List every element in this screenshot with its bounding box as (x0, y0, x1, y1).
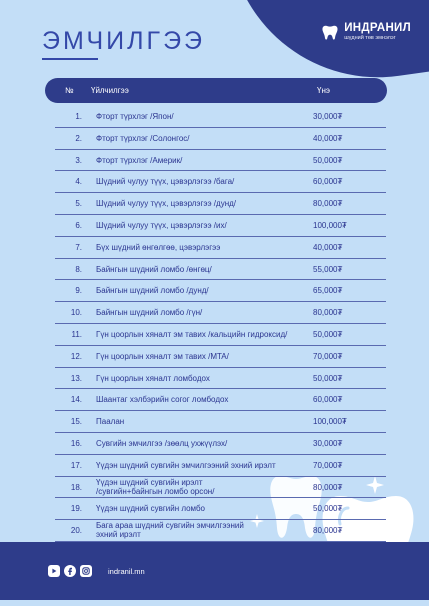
row-number: 3. (75, 155, 82, 165)
row-service (96, 112, 306, 121)
row-price: 50,000₮ (313, 504, 343, 514)
row-service (96, 308, 306, 317)
service-line: Байнгын шүдний ломбо /дунд/ (96, 286, 209, 296)
instagram-icon[interactable] (80, 565, 92, 577)
row-service (96, 374, 306, 383)
service-line: Бүх шүдний өнгөлгөө, цэвэрлэгээ (96, 242, 221, 252)
table-row (55, 128, 386, 150)
row-service (96, 286, 306, 295)
brand-tagline: шүдний төв эмнэлэг (344, 35, 396, 41)
service-line: Гүн цоорлын хяналт эм тавих /кальцийн гидроксид/ (96, 329, 288, 339)
row-price: 70,000₮ (313, 351, 343, 361)
row-price: 80,000₮ (313, 526, 343, 536)
youtube-icon[interactable] (48, 565, 60, 577)
facebook-icon[interactable] (64, 565, 76, 577)
row-service (96, 330, 306, 339)
row-number: 14. (70, 395, 82, 405)
service-line: Байнгын шүдний ломбо /гүн/ (96, 308, 203, 318)
table-row (55, 171, 386, 193)
service-line: Фторт түрхлэг /Япон/ (96, 112, 174, 121)
price-table (55, 106, 386, 564)
row-service (96, 243, 306, 252)
row-price: 30,000₮ (313, 112, 343, 121)
row-number: 5. (75, 199, 82, 209)
service-line: Гүн цоорлын хяналт ломбодох (96, 373, 210, 383)
row-price: 80,000₮ (313, 482, 343, 492)
row-price: 80,000₮ (313, 199, 343, 209)
service-line: Бага араа шүдний сувгийн эмчилгээний (96, 521, 244, 531)
row-service (96, 478, 306, 496)
table-row (55, 455, 386, 477)
row-number: 1. (75, 112, 82, 121)
table-row (55, 280, 386, 302)
service-line: Гүн цоорлын хяналт эм тавих /MTA/ (96, 351, 229, 361)
table-row (55, 193, 386, 215)
row-number: 13. (70, 373, 82, 383)
row-price: 80,000₮ (313, 308, 343, 318)
tooth-logo-icon (321, 23, 339, 41)
row-number: 12. (70, 351, 82, 361)
service-line: Үүдэн шүдний сувгийн ломбо (96, 504, 205, 514)
row-number: 19. (70, 504, 82, 514)
header-number: № (65, 86, 74, 95)
row-number: 8. (75, 264, 82, 274)
row-price: 70,000₮ (313, 460, 343, 470)
row-service (96, 199, 306, 208)
row-service (96, 156, 306, 165)
service-line-2: эхний ирэлт (96, 530, 141, 540)
table-row (55, 150, 386, 172)
row-service (96, 265, 306, 274)
header-service: Үйлчилгээ (91, 86, 129, 95)
row-price: 65,000₮ (313, 286, 343, 296)
table-row (55, 433, 386, 455)
row-price: 40,000₮ (313, 133, 343, 143)
row-number: 7. (75, 242, 82, 252)
footer (0, 542, 429, 600)
row-price: 60,000₮ (313, 177, 343, 187)
row-service (96, 395, 306, 404)
service-line: Үүдэн шүдний сувгийн эмчилгээний эхний ирэлт (96, 460, 276, 470)
row-price: 100,000₮ (313, 417, 347, 427)
service-line: Үүдэн шүдний сувгийн ирэлт (96, 477, 203, 487)
service-line: Шүдний чулуу түүх, цэвэрлэгээ /бага/ (96, 177, 235, 187)
row-number: 15. (70, 417, 82, 427)
table-row (55, 106, 386, 128)
website-link[interactable]: indranil.mn (108, 567, 145, 576)
table-row (55, 259, 386, 281)
row-price: 50,000₮ (313, 155, 343, 165)
service-line: Шаантаг хэлбэрийн согог ломбодох (96, 395, 229, 405)
table-row (55, 411, 386, 433)
table-row (55, 346, 386, 368)
brand-name: ИНДРАНИЛ (344, 22, 411, 34)
page-title: ЭМЧИЛГЭЭ (42, 27, 206, 55)
table-row (55, 324, 386, 346)
row-number: 11. (71, 329, 82, 339)
service-line: Сувгийн эмчилгээ /зөөлц ухжүүлэх/ (96, 438, 228, 448)
table-row (55, 368, 386, 390)
row-service (96, 521, 306, 539)
row-price: 40,000₮ (313, 242, 343, 252)
table-header (45, 78, 387, 103)
row-number: 10. (70, 308, 82, 318)
service-line: Фторт түрхлэг /Солонгос/ (96, 133, 190, 143)
table-row (55, 498, 386, 520)
service-line: Шүдний чулуу түүх, цэвэрлэгээ /их/ (96, 220, 227, 230)
service-line: Фторт түрхлэг /Америк/ (96, 155, 183, 165)
header-price: Үнэ (317, 86, 330, 95)
title-underline (42, 58, 98, 60)
row-service (96, 134, 306, 143)
row-service (96, 352, 306, 361)
service-line: Паалан (96, 417, 125, 427)
table-row (55, 302, 386, 324)
row-price: 50,000₮ (313, 329, 343, 339)
table-row (55, 215, 386, 237)
row-price: 30,000₮ (313, 438, 343, 448)
table-row (55, 237, 386, 259)
row-number: 16. (70, 438, 82, 448)
service-line: Шүдний чулуу түүх, цэвэрлэгээ /дунд/ (96, 199, 236, 209)
table-row (55, 477, 386, 499)
row-price: 50,000₮ (313, 373, 343, 383)
row-service (96, 221, 306, 230)
row-service (96, 177, 306, 186)
row-service (96, 417, 306, 426)
row-price: 60,000₮ (313, 395, 343, 405)
social-links (48, 565, 92, 577)
row-service (96, 504, 306, 513)
row-price: 100,000₮ (313, 220, 347, 230)
row-service (96, 439, 306, 448)
row-number: 20. (70, 526, 82, 536)
row-number: 6. (75, 220, 82, 230)
table-row (55, 520, 386, 542)
row-price: 55,000₮ (313, 264, 343, 274)
row-number: 17. (70, 460, 82, 470)
row-number: 2. (75, 133, 82, 143)
row-number: 18. (70, 482, 82, 492)
row-number: 4. (75, 177, 82, 187)
service-line: Байнгын шүдний ломбо /өнгөц/ (96, 264, 212, 274)
brand-logo (321, 22, 411, 41)
table-row (55, 389, 386, 411)
row-service (96, 461, 306, 470)
service-line-2: /сувгийн+байнгын ломбо орсон/ (96, 486, 215, 496)
row-number: 9. (75, 286, 82, 296)
